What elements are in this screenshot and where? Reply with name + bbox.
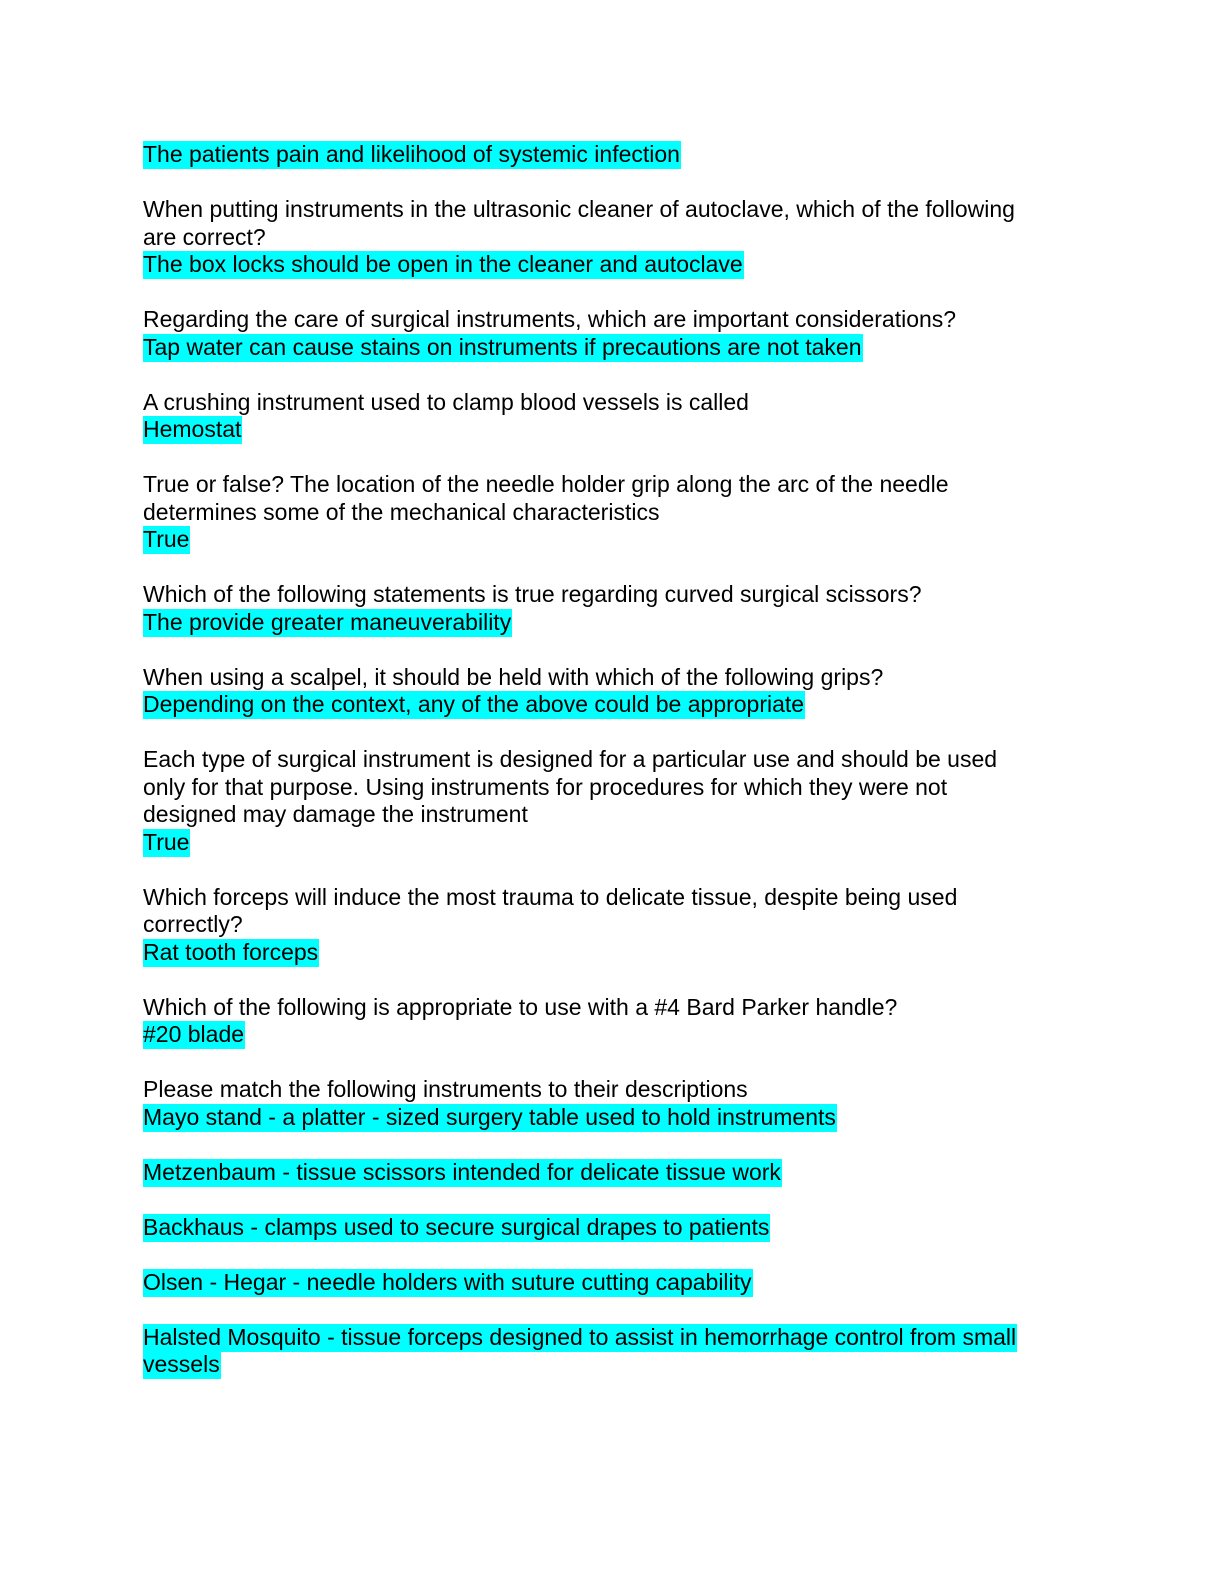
question-text: Each type of surgical instrument is designed for a particular use and should be used (143, 746, 998, 772)
qa-item (143, 1159, 1053, 1187)
qa-item (143, 884, 1053, 967)
answer-line (143, 1324, 1053, 1352)
qa-item (143, 389, 1053, 444)
answer-line (143, 141, 1053, 169)
highlighted-answer: The patients pain and likelihood of systemic infection (143, 141, 680, 167)
answer-line (143, 334, 1053, 362)
question-text: A crushing instrument used to clamp blood vessels is called (143, 388, 749, 415)
highlighted-answer: vessels (143, 1351, 220, 1377)
question-text: Please match the following instruments to their descriptions (143, 1076, 748, 1102)
question-text: True or false? The location of the needle holder grip along the arc of the needle (143, 471, 949, 497)
answer-line (143, 691, 1053, 719)
highlighted-answer: Depending on the context, any of the above could be appropriate (143, 691, 805, 717)
qa-item (143, 746, 1053, 856)
qa-item (143, 471, 1053, 554)
qa-item (143, 994, 1053, 1049)
answer-line (143, 939, 1053, 967)
question-text: are correct? (143, 223, 266, 250)
highlighted-answer: Halsted Mosquito - tissue forceps designed to assist in hemorrhage control from small (143, 1323, 1017, 1350)
highlighted-answer: Rat tooth forceps (143, 938, 319, 965)
qa-item (143, 581, 1053, 636)
answer-line (143, 1021, 1053, 1049)
qa-item (143, 1269, 1053, 1297)
highlighted-answer: Metzenbaum - tissue scissors intended for delicate tissue work (143, 1158, 781, 1185)
answer-line (143, 526, 1053, 554)
highlighted-answer: The box locks should be open in the cleaner and autoclave (143, 251, 743, 277)
highlighted-answer: Backhaus - clamps used to secure surgical drapes to patients (143, 1213, 770, 1240)
highlighted-answer: The provide greater maneuverability (143, 608, 512, 635)
question-text: determines some of the mechanical characteristics (143, 498, 660, 525)
qa-item (143, 196, 1053, 279)
answer-line (143, 1159, 1053, 1187)
highlighted-answer: #20 blade (143, 1021, 245, 1047)
answer-line (143, 829, 1053, 857)
question-text: designed may damage the instrument (143, 801, 528, 827)
answer-line (143, 1269, 1053, 1297)
highlighted-answer: Mayo stand - a platter - sized surgery table used to hold instruments (143, 1103, 836, 1130)
qa-item (143, 664, 1053, 719)
qa-item (143, 306, 1053, 361)
highlighted-answer: True (143, 526, 190, 552)
answer-line (143, 251, 1053, 279)
question-text: When using a scalpel, it should be held with which of the following grips? (143, 663, 884, 690)
qa-item (143, 1076, 1053, 1131)
qa-item (143, 1324, 1053, 1379)
question-text: Which of the following statements is true regarding curved surgical scissors? (143, 581, 922, 607)
question-text: Which forceps will induce the most trauma to delicate tissue, despite being used (143, 883, 958, 910)
answer-line (143, 1351, 1053, 1379)
question-text: Regarding the care of surgical instruments, which are important considerations? (143, 306, 957, 332)
question-text: only for that purpose. Using instruments for procedures for which they were not (143, 773, 948, 800)
highlighted-answer: Olsen - Hegar - needle holders with suture cutting capability (143, 1268, 752, 1295)
answer-line (143, 416, 1053, 444)
highlighted-answer: Tap water can cause stains on instruments if precautions are not taken (143, 333, 862, 360)
qa-item (143, 1214, 1053, 1242)
question-text: correctly? (143, 911, 243, 937)
answer-line (143, 1104, 1053, 1132)
answer-line (143, 609, 1053, 637)
answer-line (143, 1214, 1053, 1242)
document-page (143, 141, 1053, 1406)
question-text: Which of the following is appropriate to use with a #4 Bard Parker handle? (143, 993, 898, 1020)
highlighted-answer: True (143, 828, 190, 855)
question-text: When putting instruments in the ultrasonic cleaner of autoclave, which of the following (143, 196, 1015, 222)
highlighted-answer: Hemostat (143, 416, 242, 442)
qa-item (143, 141, 1053, 169)
